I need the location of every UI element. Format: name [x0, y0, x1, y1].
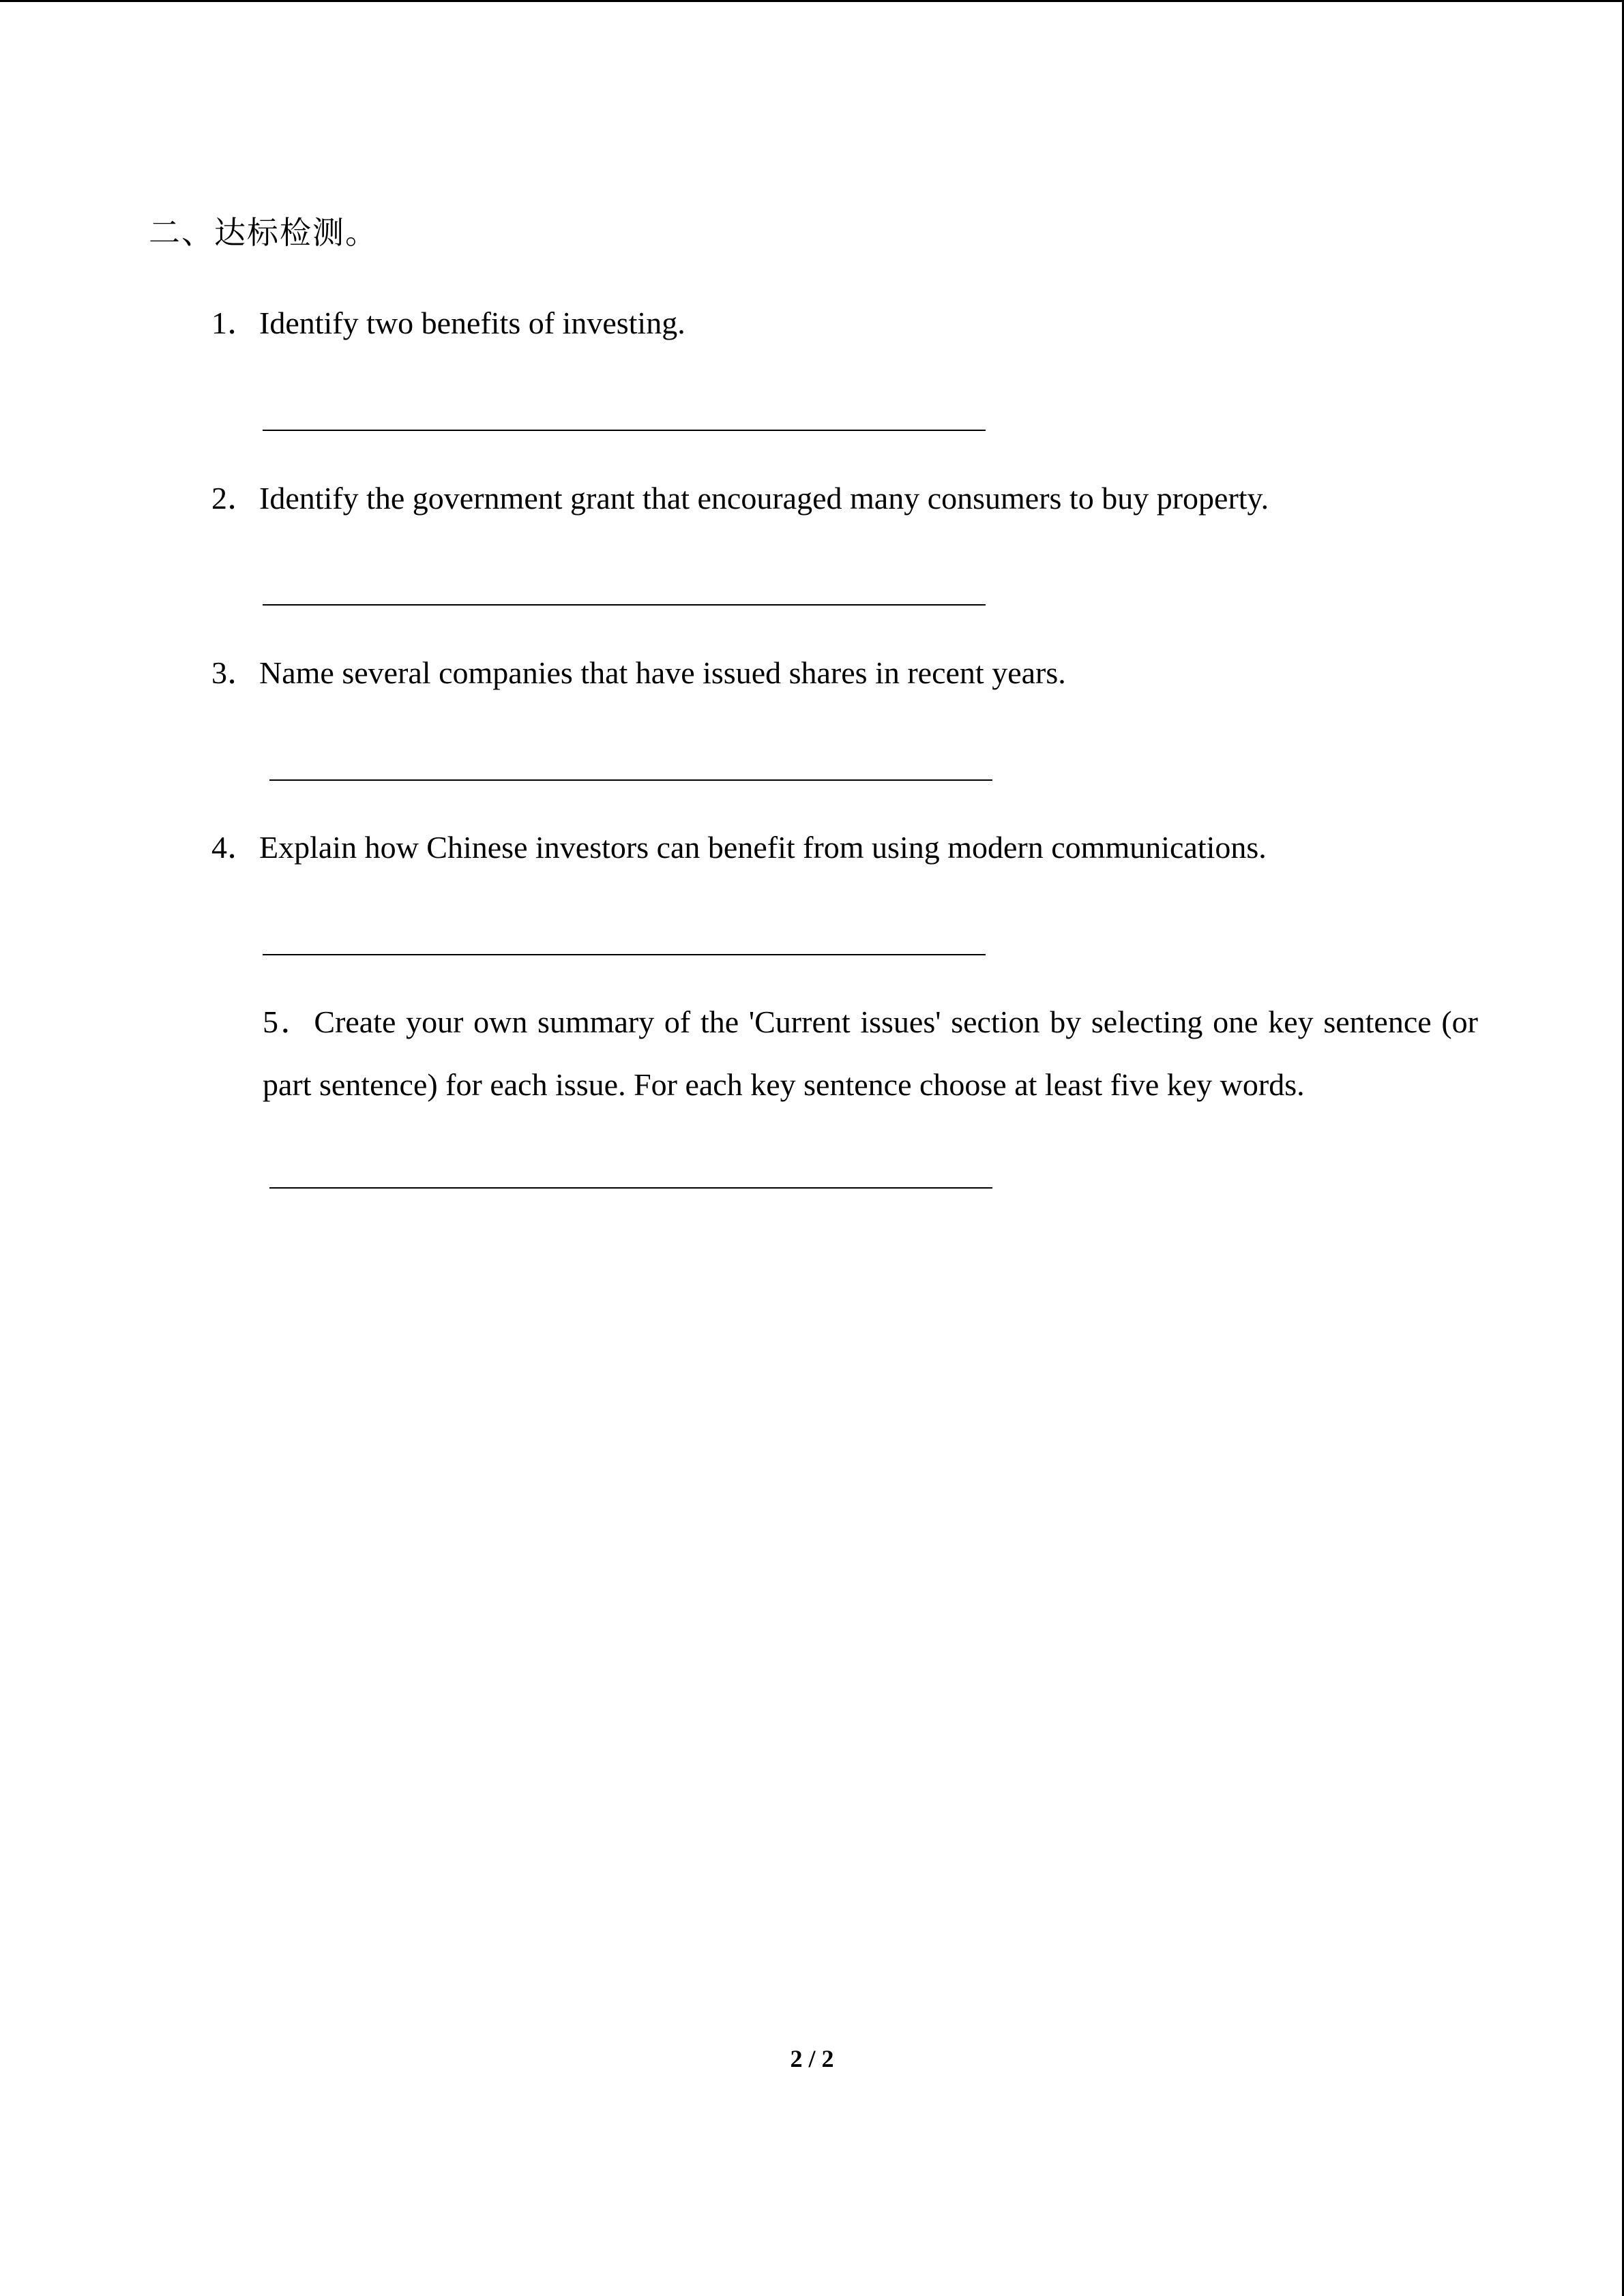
section-heading: 二、达标检测。	[149, 214, 378, 251]
answer-line-2[interactable]	[263, 604, 986, 606]
question-text: Identify two benefits of investing.	[259, 305, 685, 340]
question-4	[211, 816, 1267, 879]
question-number: 4．	[211, 830, 259, 865]
answer-line-4[interactable]	[263, 954, 986, 955]
question-text: Create your own summary of the 'Current issues' section by selecting one key sentence (or part sentence) for each issue. For each key sentence choose at least five key words.	[263, 1004, 1478, 1102]
question-3	[211, 642, 1066, 704]
page-number: 2 / 2	[790, 2045, 834, 2072]
question-2	[211, 467, 1269, 530]
answer-line-5[interactable]	[269, 1187, 992, 1189]
question-text: Explain how Chinese investors can benefit from using modern communications.	[259, 830, 1267, 865]
question-1	[211, 292, 685, 355]
answer-line-3[interactable]	[269, 779, 992, 781]
page-top-border	[0, 0, 1624, 2]
question-5	[263, 991, 1478, 1116]
question-text: Name several companies that have issued shares in recent years.	[259, 655, 1066, 690]
question-number: 5．	[263, 1004, 314, 1039]
answer-line-1[interactable]	[263, 430, 986, 431]
question-number: 3．	[211, 655, 259, 690]
question-number: 1．	[211, 305, 259, 340]
question-text: Identify the government grant that encouraged many consumers to buy property.	[259, 481, 1269, 516]
question-number: 2．	[211, 481, 259, 516]
